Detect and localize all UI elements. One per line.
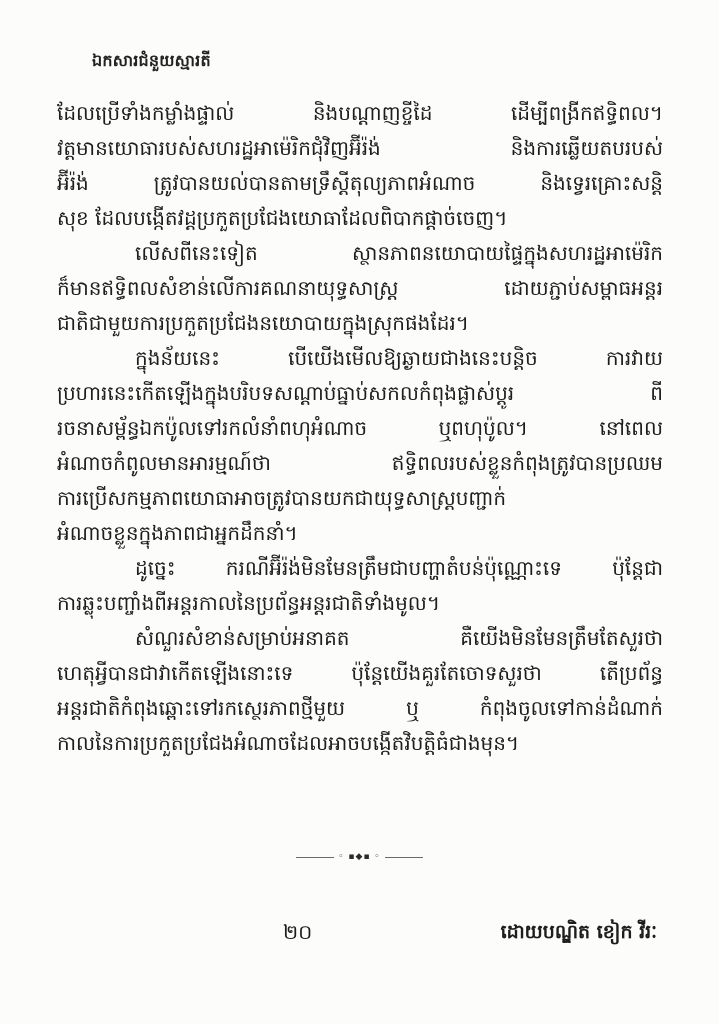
- text-line: ការប្រើសកម្មភាពយោធាអាចត្រូវបានយកជាយុទ្ធសាស្ត្របញ្ជាក់: [57, 486, 507, 510]
- text-line: ក្នុងន័យនេះ បើយើងមើលឱ្យឆ្ងាយជាងនេះបន្តិច ការវាយ: [135, 346, 663, 370]
- divider-left-rule: [296, 857, 334, 858]
- text-line: លើសពីនេះទៀត ស្ថានភាពនយោបាយផ្ទៃក្នុងសហរដ្ឋអាម៉េរិក: [135, 241, 663, 265]
- text-line: ការឆ្លុះបញ្ចាំងពីអន្តរកាលនៃប្រព័ន្ធអន្តរជាតិទាំងមូល។: [57, 591, 441, 615]
- author-credit: ដោយបណ្ឌិត ខៀក វីរៈ: [500, 921, 657, 943]
- text-line: សុខ ដែលបង្កើតវដ្តប្រកួតប្រជែងយោធាដែលពិបាកផ្តាច់ចេញ។: [57, 206, 508, 230]
- text-line: អ៊ីរ៉ង់ ត្រូវបានយល់បានតាមទ្រឹស្តីតុល្យភាពអំណាច និងទ្វេរគ្រោះសន្តិ: [57, 171, 663, 195]
- divider-right-rule: [385, 857, 423, 858]
- text-line: កាលនៃការប្រកួតប្រជែងអំណាចដែលអាចបង្កើតវិបត្តិធំជាងមុន។: [57, 731, 520, 755]
- text-line: អំណាចកំពូលមានអារម្មណ៍ថា ឥទ្ធិពលរបស់ខ្លួនកំពុងត្រូវបានប្រឈម: [57, 451, 663, 475]
- text-line: សំណួរសំខាន់សម្រាប់អនាគត គឺយើងមិនមែនត្រឹមតែសួរថា: [135, 626, 663, 650]
- document-header: ឯកសារជំនួយស្មារតី: [92, 51, 211, 70]
- section-divider: [0, 848, 719, 866]
- text-line: ដែលប្រើទាំងកម្លាំងផ្ទាល់ និងបណ្តាញខ្ចីដៃ ដើម្បីពង្រីកឥទ្ធិពល។: [57, 101, 663, 125]
- text-line: ហេតុអ្វីបានជាវាកើតឡើងនោះទេ ប៉ុន្តែយើងគួរតែចោទសួរថា តើប្រព័ន្ធ: [57, 661, 663, 685]
- text-line: ក៏មានឥទ្ធិពលសំខាន់លើការគណនាយុទ្ធសាស្ត្រ ដោយភ្ជាប់សម្ពាធអន្តរ: [57, 276, 663, 300]
- text-line: ប្រហារនេះកើតឡើងក្នុងបរិបទសណ្តាប់ធ្នាប់សកលកំពុងផ្លាស់ប្តូរ ពី: [57, 381, 663, 405]
- text-line: ដូច្នេះ ករណីអ៊ីរ៉ង់មិនមែនត្រឹមជាបញ្ហាតំបន់ប៉ុណ្ណោះទេ ប៉ុន្តែជា: [135, 556, 663, 580]
- page-footer: [0, 916, 719, 952]
- text-line: អំណាចខ្លួនក្នុងភាពជាអ្នកដឹកនាំ។: [57, 521, 298, 545]
- text-line: ជាតិជាមួយការប្រកួតប្រជែងនយោបាយក្នុងស្រុកផងដែរ។: [57, 311, 469, 335]
- text-line: រចនាសម្ព័ន្ធឯកប៉ូលទៅរកលំនាំពហុអំណាច ឬពហុប៉ូល។ នៅពេល: [57, 416, 663, 440]
- body-text: [57, 96, 663, 786]
- text-line: អន្តរជាតិកំពុងឆ្ពោះទៅរកស្ថេរភាពថ្មីមួយ ឬ កំពុងចូលទៅកាន់ដំណាក់: [57, 696, 663, 720]
- page-number: ២០: [283, 920, 313, 944]
- text-line: វត្តមានយោធារបស់សហរដ្ឋអាម៉េរិកជុំវិញអ៊ីរ៉ង់ និងការឆ្លើយតបរបស់: [57, 136, 663, 160]
- divider-ornament-icon: ◦ ▪◆▪ ◦: [338, 852, 381, 862]
